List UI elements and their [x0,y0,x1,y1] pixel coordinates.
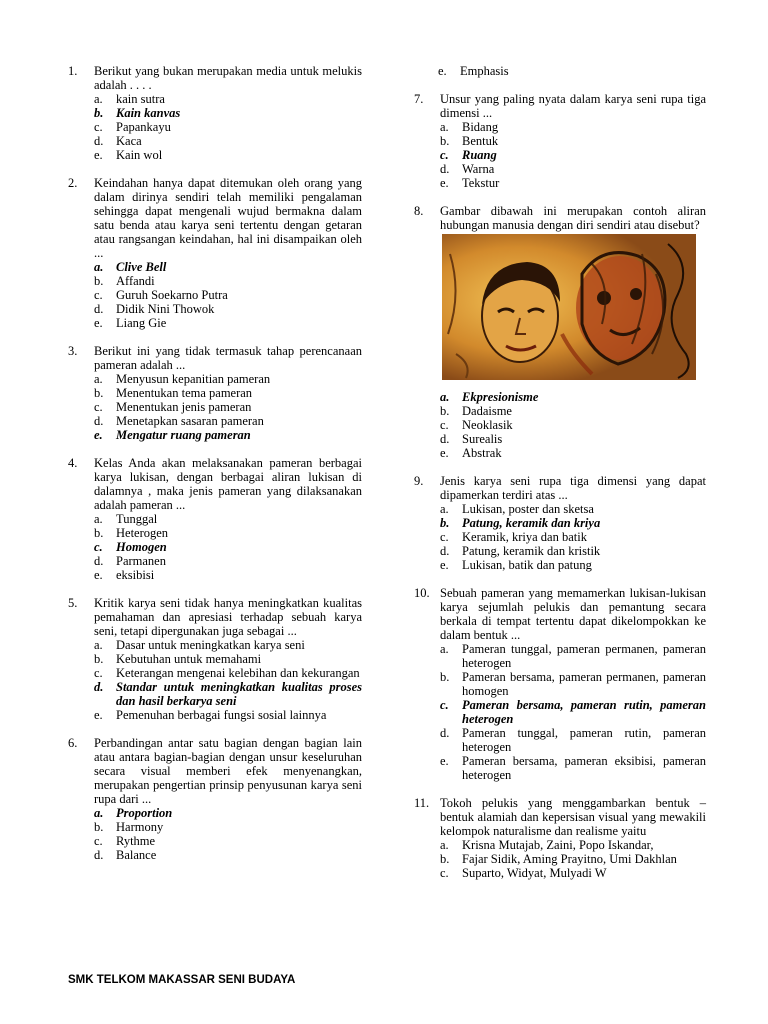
option-list [440,390,706,460]
option-a: a. Pameran tunggal, pameran permanen, pameran heterogen [440,642,706,670]
question-7 [414,92,706,190]
option-e: e. Tekstur [440,176,500,190]
option-d: d. Patung, keramik dan kristik [440,544,601,558]
option-c: c. Keterangan mengenai kelebihan dan kekurangan [94,666,360,680]
option-b: b. Menentukan tema pameran [94,386,253,400]
question-number: 1. [68,64,78,78]
question-number: 6. [68,736,78,750]
option-list [94,512,362,582]
option-c: c. Suparto, Widyat, Mulyadi W [440,866,607,880]
option-b-answer: b. Kain kanvas [94,106,181,120]
option-a-answer: a. Ekpresionisme [440,390,539,404]
question-number: 7. [414,92,424,106]
option-c: c. Guruh Soekarno Putra [94,288,228,302]
question-text: Kritik karya seni tidak hanya meningkatkan kualitas pemahaman dan apresiasi terhadap sebuah karya seni, tetapi dipergunakan juga sebagai ... [94,596,362,638]
option-d: d. Warna [440,162,495,176]
question-text: Unsur yang paling nyata dalam karya seni rupa tiga dimensi ... [440,92,706,120]
option-b: b. Harmony [94,820,164,834]
option-list [440,838,706,880]
option-b: b. Affandi [94,274,155,288]
option-b: b. Pameran bersama, pameran permanen, pameran homogen [440,670,706,698]
left-column [68,64,362,876]
option-a: a. Lukisan, poster dan sketsa [440,502,594,516]
option-a: a. kain sutra [94,92,165,106]
page-footer: SMK TELKOM MAKASSAR SENI BUDAYA [68,974,296,986]
option-d: d. Kaca [94,134,142,148]
option-b: b. Fajar Sidik, Aming Prayitno, Umi Dakhlan [440,852,677,866]
option-c: c. Keramik, kriya dan batik [440,530,587,544]
question-text: Berikut ini yang tidak termasuk tahap perencanaan pameran adalah ... [94,344,362,372]
option-e: e. Lukisan, batik dan patung [440,558,592,572]
option-b: b. Heterogen [94,526,169,540]
option-c-answer: c. Homogen [94,540,167,554]
option-c: c. Papankayu [94,120,171,134]
option-e: e. Kain wol [94,148,163,162]
option-c-answer: c. Ruang [440,148,497,162]
option-e: e. Liang Gie [94,316,167,330]
painting-illustration [442,234,696,380]
option-a: a. Menyusun kepanitian pameran [94,372,271,386]
question-text: Sebuah pameran yang memamerkan lukisan-lukisan karya sejumlah pelukis dan pemantung secara berkala di tempat tertentu dapat dikelompokkan ke dalam bentuk ... [440,586,706,642]
question-2 [68,176,362,330]
question-text: Kelas Anda akan melaksanakan pameran berbagai karya lukisan, dengan berbagai aliran lukisan di dalamnya , maka jenis pameran yang dilaksanakan adalah pameran ... [94,456,362,512]
option-list [94,638,362,722]
option-a: a. Dasar untuk meningkatkan karya seni [94,638,305,652]
question-number: 4. [68,456,78,470]
option-d: d. Pameran tunggal, pameran rutin, pameran heterogen [440,726,706,754]
question-text: Tokoh pelukis yang menggambarkan bentuk – bentuk alamiah dan kepersisan visual yang mewakili kelompok naturalisme dan realisme yaitu [440,796,706,838]
question-10 [414,586,706,782]
question-text: Keindahan hanya dapat ditemukan oleh orang yang dalam dirinya sendiri telah memiliki pengalaman sehingga dapat mengenali wujud bermakna dalam satu benda atau karya seni tertentu dengan getaran atau rangsangan keindahan, hal ini disampaikan oleh ... [94,176,362,260]
option-a: a. Krisna Mutajab, Zaini, Popo Iskandar, [440,838,654,852]
expressionism-painting-image [442,234,696,380]
question-number: 11. [414,796,430,810]
option-e: e. Emphasis [438,64,509,78]
option-c: c. Rythme [94,834,156,848]
option-e: e. Pameran bersama, pameran eksibisi, pameran heterogen [440,754,706,782]
option-list [440,120,706,190]
question-text: Berikut yang bukan merupakan media untuk melukis adalah . . . . [94,64,362,92]
option-e-answer: e. Mengatur ruang pameran [94,428,251,442]
option-list [440,642,706,782]
question-text: Gambar dibawah ini merupakan contoh aliran hubungan manusia dengan diri sendiri atau disebut? [440,204,706,232]
question-text: Jenis karya seni rupa tiga dimensi yang dapat dipamerkan terdiri atas ... [440,474,706,502]
option-c: c. Menentukan jenis pameran [94,400,252,414]
option-list [94,92,362,162]
option-d: d. Surealis [440,432,503,446]
option-d: d. Balance [94,848,157,862]
question-9 [414,474,706,572]
question-number: 9. [414,474,424,488]
option-d: d. Menetapkan sasaran pameran [94,414,264,428]
option-a: a. Bidang [440,120,499,134]
option-e: e. eksibisi [94,568,155,582]
question-1 [68,64,362,162]
option-list [94,260,362,330]
question-4 [68,456,362,582]
option-c-answer: c. Pameran bersama, pameran rutin, pameran heterogen [440,698,706,726]
option-list [94,806,362,862]
option-b-answer: b. Patung, keramik dan kriya [440,516,601,530]
option-a: a. Tunggal [94,512,158,526]
question-number: 2. [68,176,78,190]
option-b: b. Kebutuhan untuk memahami [94,652,262,666]
option-d: d. Parmanen [94,554,166,568]
option-d-answer: d. Standar untuk meningkatkan kualitas proses dan hasil berkarya seni [94,680,362,708]
option-e: e. Pemenuhan berbagai fungsi sosial lainnya [94,708,327,722]
question-number: 5. [68,596,78,610]
option-b: b. Dadaisme [440,404,512,418]
option-d: d. Didik Nini Thowok [94,302,215,316]
question-6 [68,736,362,862]
option-c: c. Neoklasik [440,418,513,432]
option-list [94,372,362,442]
question-text: Perbandingan antar satu bagian dengan bagian lain atau antara bagian-bagian dengan unsur keseluruhan secara visual memberi efek menyenangkan, merupakan pengertian prinsip penyusunan karya seni rupa dari ... [94,736,362,806]
question-8 [414,204,706,460]
question-number: 8. [414,204,424,218]
question-number: 3. [68,344,78,358]
option-b: b. Bentuk [440,134,499,148]
question-3 [68,344,362,442]
question-5 [68,596,362,722]
option-list [440,502,706,572]
option-a-answer: a. Clive Bell [94,260,167,274]
option-e: e. Abstrak [440,446,502,460]
question-6-continued [414,64,706,78]
question-number: 10. [414,586,430,600]
right-column [414,64,706,894]
option-a-answer: a. Proportion [94,806,173,820]
question-11 [414,796,706,880]
